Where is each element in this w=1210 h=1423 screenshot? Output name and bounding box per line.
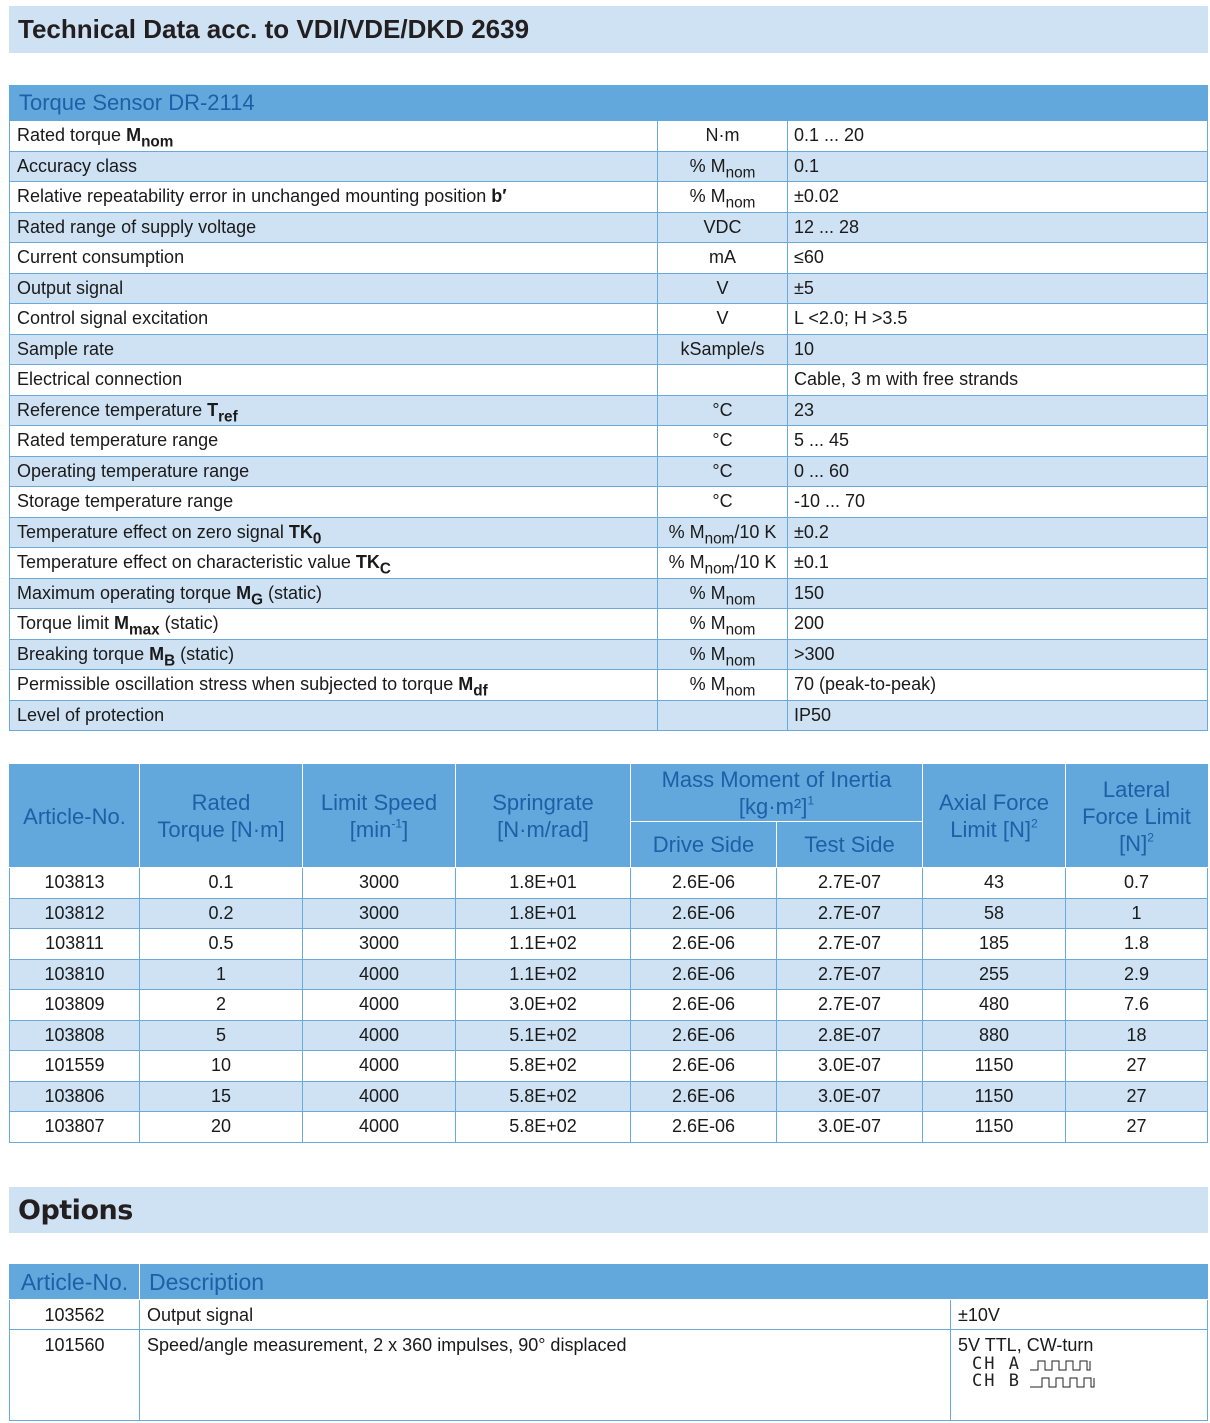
cell-limit-speed: 4000 — [303, 959, 456, 990]
col-drive-side: Drive Side — [631, 822, 777, 868]
spec-row — [10, 456, 1208, 487]
spec-unit: V — [658, 304, 788, 335]
cell-lateral-force: 27 — [1066, 1081, 1208, 1112]
spec-unit: mA — [658, 243, 788, 274]
option-article-no: 103562 — [10, 1300, 140, 1330]
spec-value: >300 — [788, 639, 1208, 670]
article-row — [10, 898, 1208, 929]
spec-row — [10, 273, 1208, 304]
spec-value: ±0.02 — [788, 182, 1208, 213]
spec-row — [10, 578, 1208, 609]
spec-unit: °C — [658, 426, 788, 457]
col-rated-torque: Rated Torque [N·m] — [140, 765, 303, 868]
spec-param: Sample rate — [10, 334, 658, 365]
spec-row — [10, 151, 1208, 182]
spec-value: -10 ... 70 — [788, 487, 1208, 518]
option-row — [10, 1300, 1208, 1330]
cell-inertia-drive: 2.6E-06 — [631, 1020, 777, 1051]
spec-row — [10, 212, 1208, 243]
spec-param: Rated range of supply voltage — [10, 212, 658, 243]
cell-rated-torque: 2 — [140, 990, 303, 1021]
cell-limit-speed: 3000 — [303, 929, 456, 960]
spec-param: Level of protection — [10, 700, 658, 731]
cell-springrate: 1.1E+02 — [456, 959, 631, 990]
cell-inertia-drive: 2.6E-06 — [631, 1081, 777, 1112]
cell-axial-force: 43 — [923, 868, 1066, 899]
cell-rated-torque: 0.5 — [140, 929, 303, 960]
cell-inertia-drive: 2.6E-06 — [631, 1112, 777, 1143]
spec-unit: % Mnom — [658, 151, 788, 182]
article-row — [10, 959, 1208, 990]
spec-value: 70 (peak-to-peak) — [788, 670, 1208, 701]
cell-rated-torque: 0.1 — [140, 868, 303, 899]
article-row — [10, 1051, 1208, 1082]
spec-unit — [658, 365, 788, 396]
spec-value: ±0.2 — [788, 517, 1208, 548]
spec-unit — [658, 700, 788, 731]
cell-axial-force: 58 — [923, 898, 1066, 929]
spec-param: Temperature effect on zero signal TK0 — [10, 517, 658, 548]
article-row — [10, 1020, 1208, 1051]
cell-limit-speed: 4000 — [303, 1081, 456, 1112]
cell-article-no: 103808 — [10, 1020, 140, 1051]
spec-unit: °C — [658, 487, 788, 518]
cell-springrate: 5.8E+02 — [456, 1081, 631, 1112]
spec-row — [10, 670, 1208, 701]
cell-article-no: 103809 — [10, 990, 140, 1021]
spec-value: ±0.1 — [788, 548, 1208, 579]
square-wave-icon — [1030, 1359, 1092, 1371]
spec-row — [10, 609, 1208, 640]
spec-value: 10 — [788, 334, 1208, 365]
cell-lateral-force: 1.8 — [1066, 929, 1208, 960]
option-article-no: 101560 — [10, 1330, 140, 1421]
cell-inertia-test: 2.7E-07 — [777, 868, 923, 899]
article-row — [10, 929, 1208, 960]
cell-inertia-drive: 2.6E-06 — [631, 1051, 777, 1082]
cell-lateral-force: 0.7 — [1066, 868, 1208, 899]
spec-param: Temperature effect on characteristic value TKC — [10, 548, 658, 579]
cell-limit-speed: 4000 — [303, 1112, 456, 1143]
spec-value: 5 ... 45 — [788, 426, 1208, 457]
spec-value: 0 ... 60 — [788, 456, 1208, 487]
spec-unit: °C — [658, 456, 788, 487]
cell-inertia-test: 2.7E-07 — [777, 898, 923, 929]
spec-value: 150 — [788, 578, 1208, 609]
spec-value: 12 ... 28 — [788, 212, 1208, 243]
spec-value: IP50 — [788, 700, 1208, 731]
cell-axial-force: 1150 — [923, 1081, 1066, 1112]
option-value: 5V TTL, CW-turn — [958, 1335, 1094, 1355]
article-row — [10, 868, 1208, 899]
spec-row — [10, 517, 1208, 548]
square-wave-icon — [1030, 1376, 1096, 1388]
spec-unit: % Mnom — [658, 670, 788, 701]
spec-unit: kSample/s — [658, 334, 788, 365]
cell-rated-torque: 5 — [140, 1020, 303, 1051]
options-table — [9, 1264, 1208, 1421]
spec-row — [10, 487, 1208, 518]
spec-unit: VDC — [658, 212, 788, 243]
spec-value: ≤60 — [788, 243, 1208, 274]
cell-limit-speed: 4000 — [303, 1020, 456, 1051]
cell-rated-torque: 20 — [140, 1112, 303, 1143]
cell-springrate: 1.8E+01 — [456, 868, 631, 899]
cell-lateral-force: 2.9 — [1066, 959, 1208, 990]
cell-lateral-force: 1 — [1066, 898, 1208, 929]
article-row — [10, 990, 1208, 1021]
cell-article-no: 103810 — [10, 959, 140, 990]
cell-axial-force: 1150 — [923, 1112, 1066, 1143]
cell-inertia-test: 3.0E-07 — [777, 1112, 923, 1143]
channel-b-waveform: CH B — [972, 1373, 1200, 1390]
spec-table-title: Torque Sensor DR-2114 — [10, 86, 1208, 121]
cell-axial-force: 880 — [923, 1020, 1066, 1051]
option-row — [10, 1330, 1208, 1421]
cell-rated-torque: 0.2 — [140, 898, 303, 929]
cell-inertia-drive: 2.6E-06 — [631, 898, 777, 929]
spec-param: Control signal excitation — [10, 304, 658, 335]
spec-row — [10, 182, 1208, 213]
cell-lateral-force: 18 — [1066, 1020, 1208, 1051]
cell-article-no: 103807 — [10, 1112, 140, 1143]
cell-article-no: 103811 — [10, 929, 140, 960]
cell-springrate: 5.1E+02 — [456, 1020, 631, 1051]
cell-inertia-test: 2.7E-07 — [777, 990, 923, 1021]
spec-row — [10, 395, 1208, 426]
spec-param: Reference temperature Tref — [10, 395, 658, 426]
spec-row — [10, 334, 1208, 365]
spec-row — [10, 700, 1208, 731]
spec-param: Rated torque Mnom — [10, 121, 658, 152]
cell-limit-speed: 4000 — [303, 1051, 456, 1082]
spec-param: Rated temperature range — [10, 426, 658, 457]
cell-springrate: 1.8E+01 — [456, 898, 631, 929]
cell-lateral-force: 27 — [1066, 1112, 1208, 1143]
cell-axial-force: 480 — [923, 990, 1066, 1021]
cell-springrate: 3.0E+02 — [456, 990, 631, 1021]
option-description: Speed/angle measurement, 2 x 360 impulses, 90° displaced — [140, 1330, 951, 1421]
spec-unit: % Mnom/10 K — [658, 548, 788, 579]
spec-unit: % Mnom — [658, 182, 788, 213]
col-option-article-no: Article-No. — [10, 1265, 140, 1300]
option-value-cell — [951, 1330, 1208, 1421]
spec-row — [10, 304, 1208, 335]
spec-row — [10, 365, 1208, 396]
spec-value: Cable, 3 m with free strands — [788, 365, 1208, 396]
cell-inertia-test: 2.8E-07 — [777, 1020, 923, 1051]
spec-param: Accuracy class — [10, 151, 658, 182]
spec-row — [10, 639, 1208, 670]
spec-value: ±5 — [788, 273, 1208, 304]
spec-unit: N·m — [658, 121, 788, 152]
cell-article-no: 101559 — [10, 1051, 140, 1082]
cell-article-no: 103806 — [10, 1081, 140, 1112]
col-axial-force: Axial Force Limit $[N]^2$ — [923, 765, 1066, 868]
spec-value: 200 — [788, 609, 1208, 640]
cell-inertia-test: 3.0E-07 — [777, 1051, 923, 1082]
article-table — [9, 764, 1208, 1143]
spec-param: Torque limit Mmax (static) — [10, 609, 658, 640]
cell-springrate: 5.8E+02 — [456, 1051, 631, 1082]
cell-springrate: 1.1E+02 — [456, 929, 631, 960]
spec-param: Permissible oscillation stress when subjected to torque Mdf — [10, 670, 658, 701]
cell-lateral-force: 7.6 — [1066, 990, 1208, 1021]
cell-inertia-test: 2.7E-07 — [777, 929, 923, 960]
cell-article-no: 103812 — [10, 898, 140, 929]
spec-param: Relative repeatability error in unchanged mounting position b′ — [10, 182, 658, 213]
cell-inertia-test: 2.7E-07 — [777, 959, 923, 990]
col-inertia-group: Mass Moment of Inertia $[kg\cdot m^2]^1$ — [631, 765, 923, 822]
cell-inertia-drive: 2.6E-06 — [631, 990, 777, 1021]
spec-value: 23 — [788, 395, 1208, 426]
spec-unit: % Mnom — [658, 609, 788, 640]
cell-inertia-test: 3.0E-07 — [777, 1081, 923, 1112]
article-row — [10, 1081, 1208, 1112]
page-title: Technical Data acc. to VDI/VDE/DKD 2639 — [9, 6, 1208, 53]
options-title: Options — [9, 1187, 1208, 1233]
spec-unit: V — [658, 273, 788, 304]
cell-limit-speed: 4000 — [303, 990, 456, 1021]
channel-a-waveform: CH A — [972, 1356, 1200, 1373]
col-springrate: Springrate [N·m/rad] — [456, 765, 631, 868]
article-row — [10, 1112, 1208, 1143]
col-option-description: Description — [140, 1265, 1208, 1300]
spec-value: 0.1 ... 20 — [788, 121, 1208, 152]
spec-param: Electrical connection — [10, 365, 658, 396]
col-article-no: Article-No. — [10, 765, 140, 868]
spec-table — [9, 85, 1208, 731]
cell-rated-torque: 15 — [140, 1081, 303, 1112]
spec-row — [10, 426, 1208, 457]
spec-param: Operating temperature range — [10, 456, 658, 487]
spec-param: Maximum operating torque MG (static) — [10, 578, 658, 609]
option-value: ±10V — [951, 1300, 1208, 1330]
spec-unit: % Mnom — [658, 578, 788, 609]
cell-inertia-drive: 2.6E-06 — [631, 868, 777, 899]
spec-param: Output signal — [10, 273, 658, 304]
spec-value: L <2.0; H >3.5 — [788, 304, 1208, 335]
cell-axial-force: 255 — [923, 959, 1066, 990]
spec-unit: % Mnom — [658, 639, 788, 670]
spec-row — [10, 548, 1208, 579]
cell-limit-speed: 3000 — [303, 868, 456, 899]
spec-param: Current consumption — [10, 243, 658, 274]
spec-row — [10, 243, 1208, 274]
cell-article-no: 103813 — [10, 868, 140, 899]
option-description: Output signal — [140, 1300, 951, 1330]
cell-inertia-drive: 2.6E-06 — [631, 959, 777, 990]
spec-row — [10, 121, 1208, 152]
cell-axial-force: 1150 — [923, 1051, 1066, 1082]
spec-unit: % Mnom/10 K — [658, 517, 788, 548]
cell-limit-speed: 3000 — [303, 898, 456, 929]
col-lateral-force: Lateral Force Limit $[N]^2$ — [1066, 765, 1208, 868]
spec-param: Storage temperature range — [10, 487, 658, 518]
spec-value: 0.1 — [788, 151, 1208, 182]
spec-param: Breaking torque MB (static) — [10, 639, 658, 670]
cell-lateral-force: 27 — [1066, 1051, 1208, 1082]
col-limit-speed: Limit Speed $[\min^{-1}]$ — [303, 765, 456, 868]
cell-springrate: 5.8E+02 — [456, 1112, 631, 1143]
cell-axial-force: 185 — [923, 929, 1066, 960]
cell-rated-torque: 1 — [140, 959, 303, 990]
col-test-side: Test Side — [777, 822, 923, 868]
spec-unit: °C — [658, 395, 788, 426]
cell-rated-torque: 10 — [140, 1051, 303, 1082]
cell-inertia-drive: 2.6E-06 — [631, 929, 777, 960]
